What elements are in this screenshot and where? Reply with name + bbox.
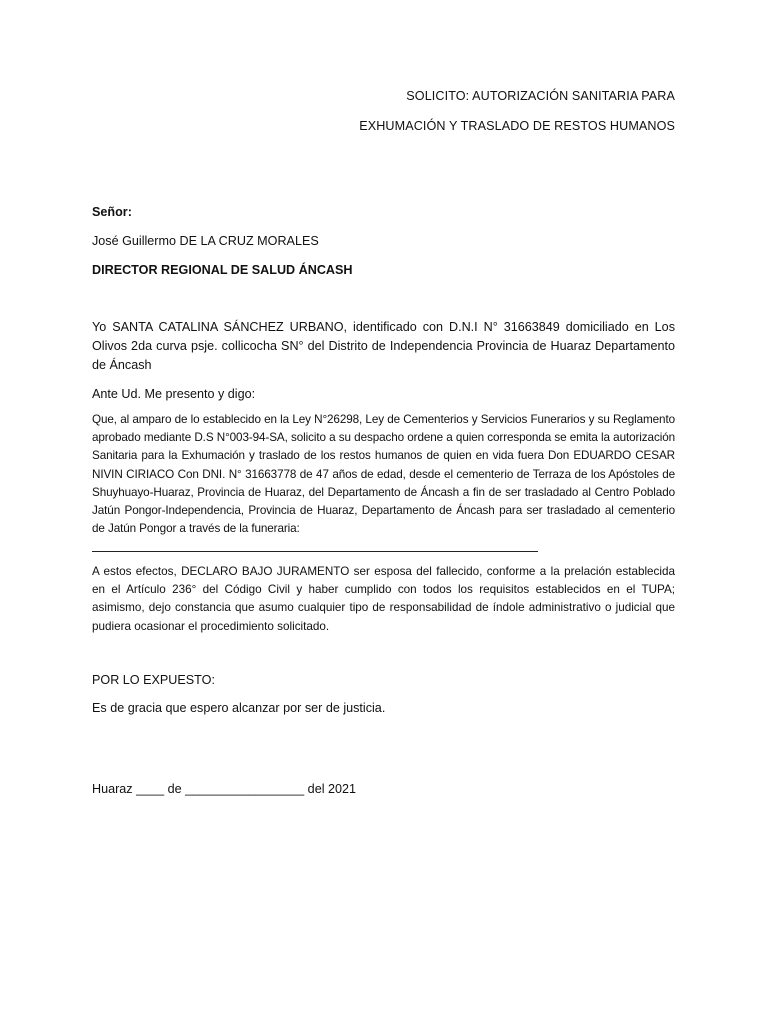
addressee-position: DIRECTOR REGIONAL DE SALUD ÁNCASH [92, 263, 353, 277]
addressee-name: José Guillermo DE LA CRUZ MORALES [92, 234, 319, 248]
request-paragraph: Que, al amparo de lo establecido en la Ley N°26298, Ley de Cementerios y Servicios Funerarios y su Reglamento aprobado mediante D.S N°003-94-SA, solicito a su despacho ordene a quien corresponda se emita la autorización Sanitaria para la Exhumación y traslado de los restos humanos de quien en vida fuera Don EDUARDO CESAR NIVIN CIRIACO Con DNI. N° 31663778 de 47 años de edad, desde el cementerio de Terraza de los Apóstoles de Shuyhuayo-Huaraz, Provincia de Huaraz, del Departamento de Áncash a fin de ser trasladado al Centro Poblado Jatún Pongor-Independencia, Provincia de Huaraz, Departamento de Áncash para ser trasladado al cementerio de Jatún Pongor a través de la funeraria: [92, 413, 675, 536]
subject-line-1: SOLICITO: AUTORIZACIÓN SANITARIA PARA [406, 89, 675, 103]
intro-paragraph: Yo SANTA CATALINA SÁNCHEZ URBANO, identificado con D.N.I N° 31663849 domiciliado en Los Olivos 2da curva psje. collicocha SN° del Distrito de Independencia Provincia de Huaraz Departamento de Áncash [92, 320, 675, 372]
salutation: Señor: [92, 205, 132, 219]
present-statement: Ante Ud. Me presento y digo: [92, 387, 256, 401]
closing-heading: POR LO EXPUESTO: [92, 673, 215, 687]
date-line: Huaraz ____ de _________________ del 2021 [92, 782, 357, 796]
declaration-paragraph: A estos efectos, DECLARO BAJO JURAMENTO ser esposa del fallecido, conforme a la prelación establecida en el Artículo 236° del Código Civil y haber cumplido con todos los requisitos establecidos en el TUPA; asimismo, dejo constancia que asumo cualquier tipo de responsabilidad de índole administrativo o judicial que pudiera ocasionar el procedimiento solicitado. [92, 565, 675, 633]
funeral-home-blank-line [92, 551, 538, 552]
subject-line-2: EXHUMACIÓN Y TRASLADO DE RESTOS HUMANOS [359, 119, 675, 133]
closing-text: Es de gracia que espero alcanzar por ser de justicia. [92, 701, 386, 715]
